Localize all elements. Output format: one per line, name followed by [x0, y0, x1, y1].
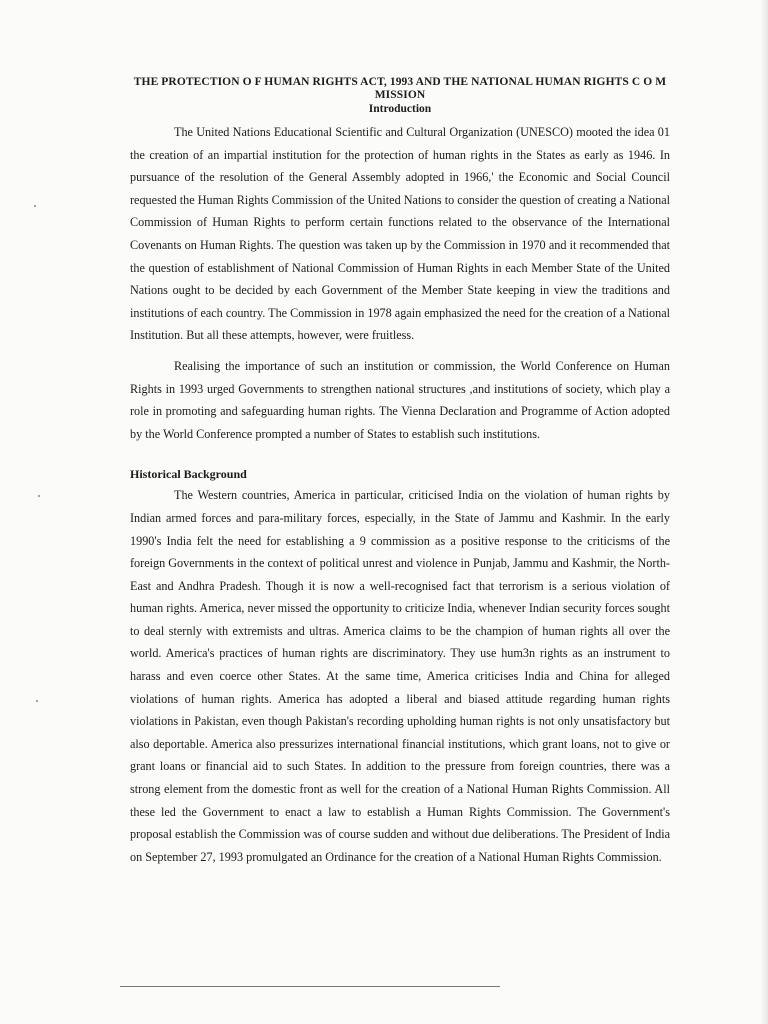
scan-speck — [34, 205, 36, 207]
section-heading: Historical Background — [130, 467, 247, 482]
document-subtitle: Introduction — [368, 103, 432, 115]
background-paragraph: The Western countries, America in particular, criticised India on the violation of human rights by Indian armed forces and para-military forces, especially, in the State of Jammu and Kashmir. In the early 1990's India felt the need for establishing a 9 commission as a positive response to the criticisms of the foreign Governments in the context of political unrest and violence in Punjab, Jammu and Kashmir, the North-East and Andhra Pradesh. Though it is now a well-recognised fact that terrorism is a serious violation of human rights. America, never missed the opportunity to criticize India, whenever Indian security forces sought to deal sternly with extremists and ultras. America claims to be the champion of human rights all over the world. America's practices of human rights are discriminatory. They use hum3n rights as an instrument to harass and even coerce other States. At the same time, America criticises India and China for alleged violations of human rights. America has adopted a liberal and biased attitude regarding human rights violations in Pakistan, even though Pakistan's recording upholding human rights is not only unsatisfactory but also deportable. America also pressurizes international financial institutions, which grant loans, not to give or grant loans or financial aid to such States. In addition to the pressure from foreign countries, there was a strong element from the domestic front as well for the creation of a National Human Rights Commission. All these led the Government to enact a law to establish a Human Rights Commission. The Government's proposal establish the Commission was of course sudden and without due deliberations. The President of India on September 27, 1993 promulgated an Ordinance for the creation of a National Human Rights Commission. — [130, 488, 670, 864]
document-title: THE PROTECTION O F HUMAN RIGHTS ACT, 1993 AND THE NATIONAL HUMAN RIGHTS C O M MISSION — [133, 76, 667, 101]
scan-speck — [36, 700, 38, 702]
intro-paragraph-2: Realising the importance of such an institution or commission, the World Conference on Human Rights in 1993 urged Governments to strengthen national structures ,and institutions of society, which play a role in promoting and safeguarding human rights. The Vienna Declaration and Programme of Action adopted by the World Conference prompted a number of States to establish such institutions. — [130, 358, 670, 441]
scan-speck — [38, 495, 40, 497]
scan-edge-shadow — [760, 0, 768, 1024]
document-body — [130, 76, 670, 876]
intro-paragraph-1: The United Nations Educational Scientific and Cultural Organization (UNESCO) mooted the idea 01 the creation of an impartial institution for the protection of human rights in the States as early as 1946. In pursuance of the resolution of the General Assembly adopted in 1966,' the Economic and Social Council requested the Human Rights Commission of the United Nations to consider the question of creating a National Commission of Human Rights to perform certain functions related to the observance of the International Covenants on Human Rights. The question was taken up by the Commission in 1970 and it recommended that the question of establishment of National Commission of Human Rights in each Member State of the United Nations ought to be decided by each Government of the Member State keeping in view the traditions and institutions of each country. The Commission in 1978 again emphasized the need for the creation of a National Institution. But all these attempts, however, were fruitless. — [130, 125, 670, 343]
bottom-rule — [120, 986, 500, 987]
